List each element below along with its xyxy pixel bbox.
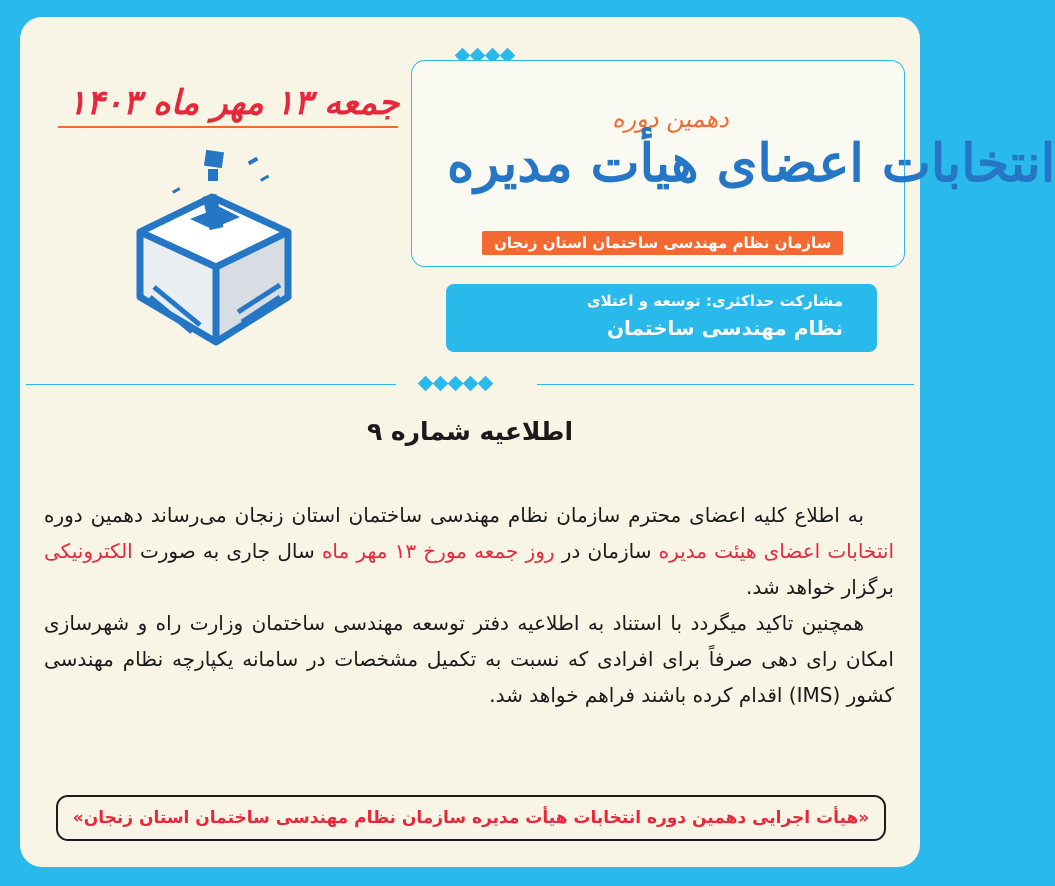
notice-paragraph-2: همچنین تاکید میگردد با استناد به اطلاعیه دفتر توسعه مهندسی ساختمان وزارت راه و شهرسازی امکان رای دهی صرفاً برای افرادی که نسبت به تکمیل مشخصات در سامانه یکپارچه نظام مهندسی کشور (IMS) اقدام کرده باشند فراهم خواهد شد.	[44, 611, 894, 707]
decorative-diamonds-divider	[420, 378, 491, 389]
date-underline	[58, 126, 398, 128]
footer-signature: «هیأت اجرایی دهمین دوره انتخابات هیأت مدیره سازمان نظام مهندسی ساختمان استان زنجان»	[56, 795, 886, 841]
p1-text-a: به اطلاع کلیه اعضای محترم سازمان نظام مهندسی ساختمان استان زنجان می‌رساند دهمین دوره	[44, 503, 864, 527]
p1-highlight-electronic: الکترونیکی	[44, 539, 133, 563]
p1-text-d: برگزار خواهد شد.	[746, 575, 894, 599]
announcement-card	[20, 17, 1055, 867]
slogan-box	[446, 284, 877, 352]
notice-title: اطلاعیه شماره ۹	[366, 417, 574, 446]
election-title: انتخابات اعضای هیأت مدیره	[447, 133, 1055, 194]
divider-left	[26, 384, 396, 385]
slogan-line-1: مشارکت حداکثری: توسعه و اعتلای	[586, 292, 843, 310]
p1-highlight-date: روز جمعه مورخ ۱۳ مهر ماه	[321, 539, 555, 563]
election-date: جمعه ۱۳ مهر ماه ۱۴۰۳	[68, 83, 400, 123]
edition-label: دهمین دوره	[612, 105, 729, 133]
notice-body	[44, 497, 894, 713]
divider-right	[537, 384, 914, 385]
ballot-box-icon	[120, 147, 310, 347]
p1-text-b: سازمان در	[554, 539, 659, 563]
organization-label: سازمان نظام مهندسی ساختمان استان زنجان	[482, 231, 843, 255]
p1-text-c: سال جاری به صورت	[132, 539, 322, 563]
slogan-line-2: نظام مهندسی ساختمان	[606, 316, 843, 340]
p1-highlight-election: انتخابات اعضای هیئت مدیره	[658, 539, 895, 563]
notice-paragraph-1	[44, 497, 894, 605]
election-title-box	[411, 60, 1055, 267]
